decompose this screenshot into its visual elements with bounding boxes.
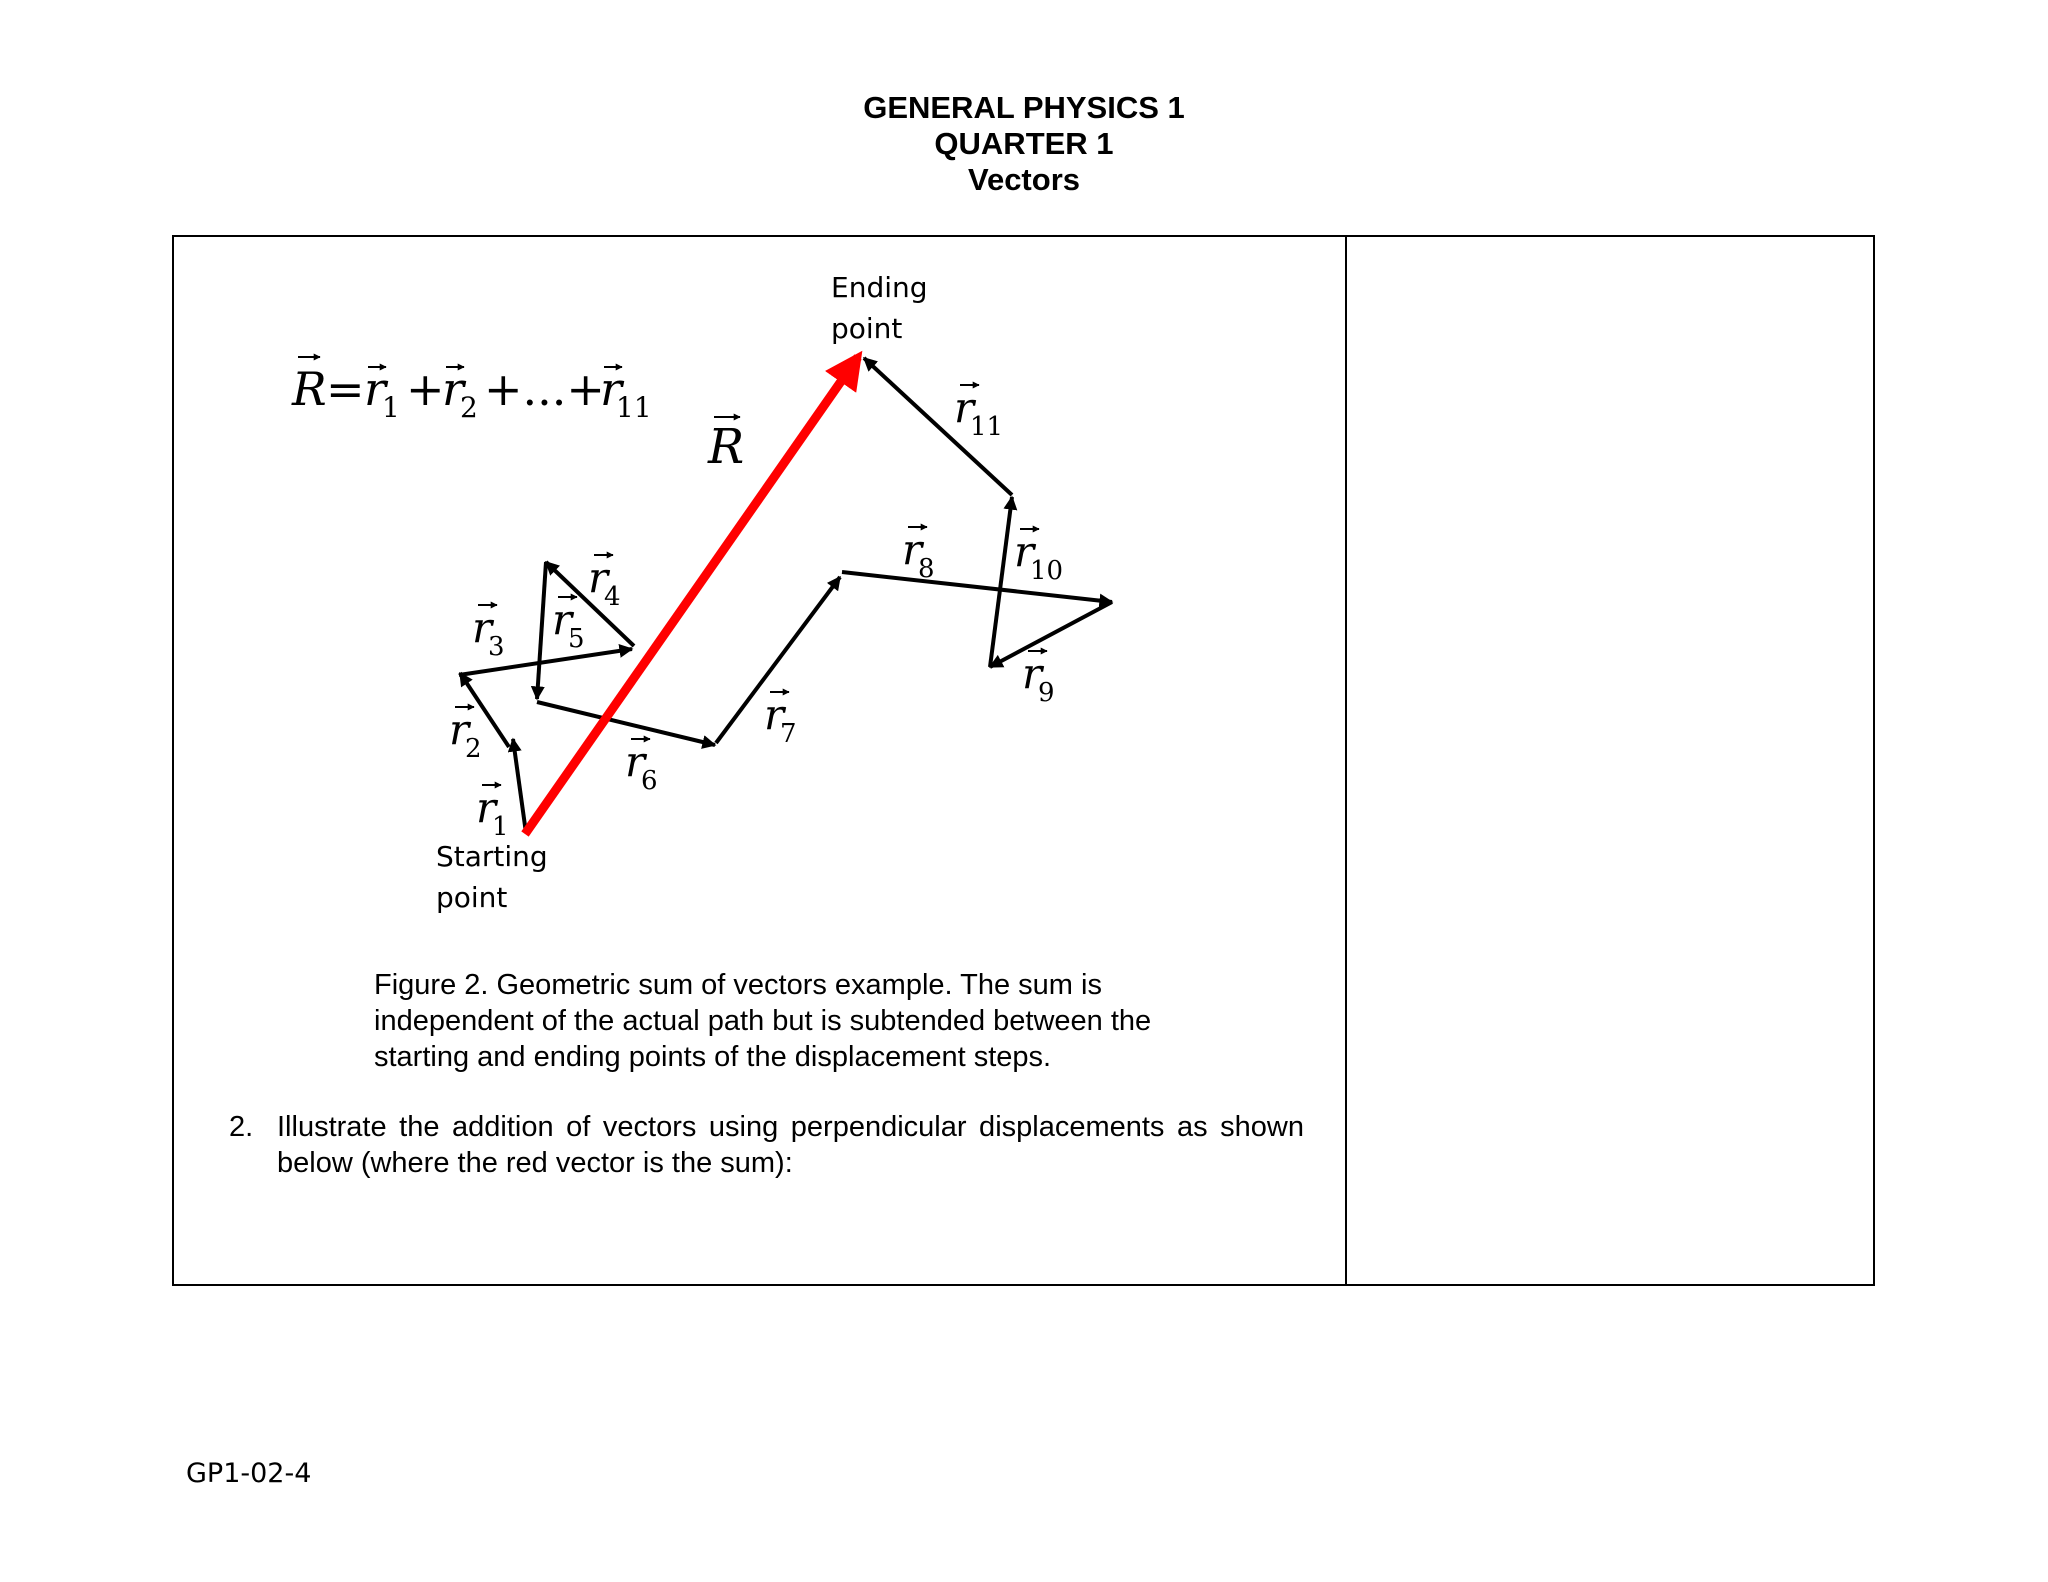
- quarter-title: QUARTER 1: [934, 126, 1114, 161]
- label-r3: [472, 603, 505, 662]
- equation-lhs: R: [292, 362, 327, 416]
- vector-r3: [459, 649, 632, 675]
- label-r11: [954, 383, 1003, 442]
- label-r8: [902, 525, 935, 584]
- label-r4: [588, 553, 621, 612]
- label-r: r: [476, 783, 497, 832]
- vector-sum-figure: [174, 237, 1344, 957]
- column-divider: [1345, 237, 1347, 1284]
- equation-sub11: 11: [616, 391, 652, 424]
- content-table: [172, 235, 1875, 1286]
- subject-title: GENERAL PHYSICS 1: [863, 90, 1185, 125]
- label-sub: 3: [488, 632, 505, 662]
- label-sub: 8: [918, 554, 935, 584]
- page-code: GP1-02-4: [186, 1458, 312, 1489]
- label-sub: 7: [780, 719, 797, 749]
- label-r1: [476, 783, 509, 842]
- label-sub: 5: [568, 624, 585, 654]
- label-r9: [1022, 649, 1055, 708]
- vector-r1: [513, 739, 526, 833]
- label-sub: 9: [1038, 678, 1055, 708]
- label-r: r: [1022, 649, 1043, 698]
- label-r: r: [449, 705, 470, 754]
- label-r: r: [588, 553, 609, 602]
- label-r: r: [552, 595, 573, 644]
- equation-r1: r: [364, 362, 386, 416]
- resultant-symbol: R: [708, 419, 745, 475]
- label-r: r: [472, 603, 493, 652]
- equation-sub1: 1: [382, 391, 400, 424]
- sum-equation: [291, 357, 652, 424]
- equation-plus1: +: [406, 362, 445, 416]
- label-sub: 11: [970, 412, 1004, 442]
- starting-point-line1: Starting: [436, 840, 548, 873]
- starting-point-line2: point: [436, 881, 508, 914]
- label-r: r: [764, 690, 785, 739]
- vector-r5: [537, 562, 546, 699]
- label-r5: [552, 595, 585, 654]
- equation-r2: r: [442, 362, 464, 416]
- label-r7: [764, 690, 797, 749]
- figure-caption: Figure 2. Geometric sum of vectors example. The sum is independent of the actual path but is subtended between the starting and ending points of the displacement steps.: [374, 969, 1152, 1073]
- label-sub: 2: [465, 734, 482, 764]
- ending-point-line1: Ending: [831, 271, 928, 304]
- document-header: [0, 90, 2048, 198]
- label-r: r: [625, 737, 646, 786]
- label-sub: 1: [492, 812, 509, 842]
- question-text: Illustrate the addition of vectors using perpendicular displacements as shown below (where the red vector is the sum):: [277, 1111, 1304, 1179]
- label-r: r: [902, 525, 923, 574]
- starting-point-label: [436, 840, 548, 914]
- resultant-vector: [525, 357, 858, 834]
- vector-r10: [990, 497, 1012, 667]
- equation-sub2: 2: [460, 391, 478, 424]
- label-r: r: [1014, 527, 1035, 576]
- label-sub: 4: [604, 582, 621, 612]
- ending-point-line2: point: [831, 312, 903, 345]
- question-number: 2.: [229, 1111, 254, 1143]
- label-r: r: [954, 383, 975, 432]
- resultant-label: [707, 417, 744, 475]
- ending-point-label: [831, 271, 928, 345]
- label-sub: 6: [641, 766, 658, 796]
- label-r6: [625, 737, 658, 796]
- vector-r9: [990, 602, 1112, 667]
- label-r2: [449, 705, 482, 764]
- vector-r8: [842, 572, 1112, 602]
- topic-title: Vectors: [967, 162, 1080, 197]
- label-r10: [1014, 527, 1063, 586]
- question-item: [229, 1109, 1304, 1181]
- equation-plus2: +...+: [484, 362, 605, 416]
- equation-r11: r: [600, 362, 622, 416]
- label-sub: 10: [1030, 556, 1064, 586]
- equation-equals: =: [326, 362, 365, 416]
